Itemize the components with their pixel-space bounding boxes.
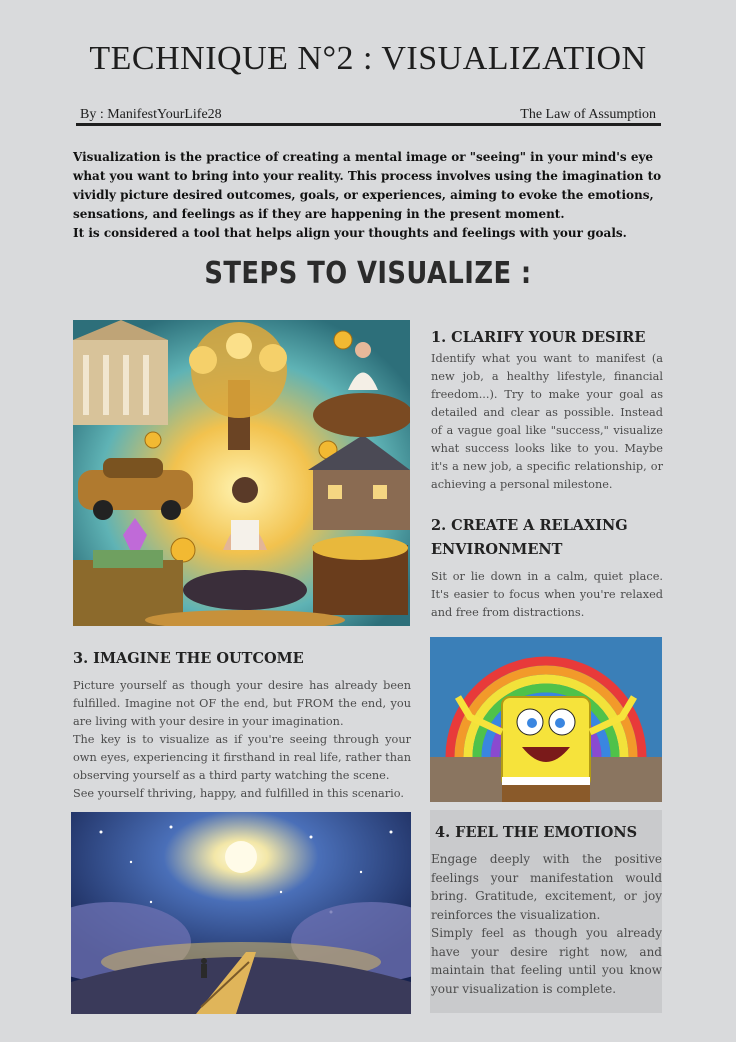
step-4-text-1: Engage deeply with the positive feelings your manifestation would bring. Gratitude, excitement, or joy reinforces the visualization. <box>431 852 662 922</box>
series-name: The Law of Assumption <box>520 107 656 122</box>
step-2-text: Sit or lie down in a calm, quiet place. It's easier to focus when you're relaxed and free from distractions. <box>431 570 663 619</box>
meditation-abundance-image <box>73 320 410 626</box>
starry-night-path-image <box>71 812 411 1014</box>
step-3-text-1: Picture yourself as though your desire has already been fulfilled. Imagine not OF the end, but FROM the end, you are living with your desire in your imagination. <box>73 679 411 728</box>
step-3-text-3: See yourself thriving, happy, and fulfilled in this scenario. <box>73 787 404 800</box>
step-1-heading: 1. CLARIFY YOUR DESIRE <box>431 329 646 346</box>
page-title: TECHNIQUE N°2 : VISUALIZATION <box>89 40 647 77</box>
step-2-heading: 2. CREATE A RELAXING ENVIRONMENT <box>431 517 628 558</box>
step-1-text: Identify what you want to manifest (a new job, a healthy lifestyle, financial freedom...). Try to make your goal as detailed and clear as possible. Instead of a vague goal like "success," visualize what success looks like to you. Maybe it's a new job, a specific relationship, or achieving a personal milestone. <box>431 352 663 491</box>
intro-text <box>73 148 673 243</box>
step-2-body <box>431 568 663 622</box>
steps-heading: STEPS TO VISUALIZE : <box>204 256 532 291</box>
intro-paragraph-2: It is considered a tool that helps align your thoughts and feelings with your goals. <box>73 226 627 240</box>
step-3-heading: 3. IMAGINE THE OUTCOME <box>73 650 304 667</box>
imagination-rainbow-image <box>430 637 662 802</box>
step-1-body <box>431 350 663 494</box>
header-divider <box>76 123 661 126</box>
step-4-text-2: Simply feel as though you already have your desire right now, and maintain that feeling until you know your visualization is complete. <box>431 926 662 996</box>
step-4-heading: 4. FEEL THE EMOTIONS <box>435 824 638 841</box>
step-4-body <box>431 850 662 998</box>
author-credit: By : ManifestYourLife28 <box>80 107 222 122</box>
step-3-text-2: The key is to visualize as if you're seeing through your own eyes, experiencing it firsthand in real life, rather than observing yourself as a third party watching the scene. <box>73 733 411 782</box>
intro-paragraph-1: Visualization is the practice of creating a mental image or "seeing" in your mind's eye what you want to bring into your reality. This process involves using the imagination to vividly picture desired outcomes, goals, or experiences, aiming to evoke the emotions, sensations, and feelings as if they are happening in the present moment. <box>73 150 662 221</box>
step-3-body <box>73 677 411 803</box>
